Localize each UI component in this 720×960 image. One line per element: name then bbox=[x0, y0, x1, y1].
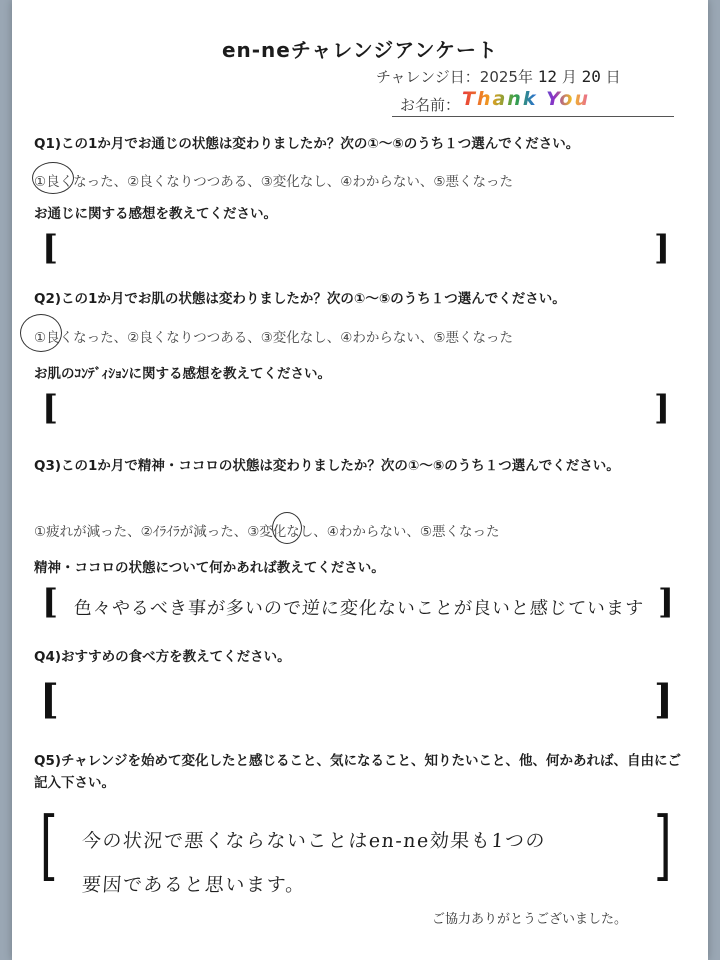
question-3: Q3)この1か月で精神・ココロの状態は変わりましたか？次の①～⑤のうち１つ選んでください。 bbox=[34, 458, 620, 474]
answer-3-open-bracket: [ bbox=[42, 582, 59, 622]
answer-2-close-bracket: ] bbox=[654, 388, 671, 428]
name-label: お名前： bbox=[400, 96, 461, 114]
name-value: Thank You bbox=[462, 88, 590, 110]
answer-2-open-bracket: [ bbox=[42, 388, 59, 428]
challenge-month: 12 bbox=[537, 67, 558, 86]
answer-5-line-1: 今の状況で悪くならないことはen-ne効果も1つの bbox=[81, 830, 547, 852]
survey-sheet bbox=[12, 0, 708, 960]
answer-3: 色々やるべき事が多いので逆に変化ないことが良いと感じています bbox=[73, 598, 645, 619]
question-3-options: ①疲れが減った、②ｲﾗｲﾗが減った、③変化なし、④わからない、⑤悪くなった bbox=[34, 524, 500, 540]
answer-4-open-bracket: [ bbox=[40, 676, 59, 723]
question-3-sub: 精神・ココロの状態について何かあれば教えてください。 bbox=[34, 560, 385, 576]
challenge-month-unit: 月 bbox=[561, 68, 577, 86]
answer-5-line-2: 要因であると思います。 bbox=[81, 874, 307, 896]
selection-circle bbox=[20, 314, 62, 352]
question-1-sub: お通じに関する感想を教えてください。 bbox=[34, 206, 277, 222]
challenge-day: 20 bbox=[581, 67, 601, 86]
question-2: Q2)この1か月でお肌の状態は変わりましたか？次の①～⑤のうち１つ選んでください。 bbox=[34, 291, 566, 307]
footer-thanks: ご協力ありがとうございました。 bbox=[432, 912, 628, 927]
question-4: Q4)おすすめの食べ方を教えてください。 bbox=[34, 649, 291, 665]
question-2-sub: お肌のｺﾝﾃﾞｨｼｮﾝに関する感想を教えてください。 bbox=[34, 366, 331, 382]
answer-1-close-bracket: ] bbox=[654, 228, 671, 268]
question-2-options: ①良くなった、②良くなりつつある、③変化なし、④わからない、⑤悪くなった bbox=[34, 330, 514, 346]
answer-5-open-bracket: [ bbox=[39, 800, 58, 889]
survey-title: en-neチャレンジアンケート bbox=[221, 38, 499, 62]
challenge-day-unit: 日 bbox=[605, 68, 621, 86]
answer-4-close-bracket: ] bbox=[654, 676, 673, 723]
name-field bbox=[392, 88, 674, 117]
question-1-options: ①良くなった、②良くなりつつある、③変化なし、④わからない、⑤悪くなった bbox=[34, 174, 514, 190]
challenge-date-label: チャレンジ日：2025年 bbox=[376, 68, 533, 86]
question-1: Q1)この1か月でお通じの状態は変わりましたか？次の①～⑤のうち１つ選んでください。 bbox=[34, 136, 580, 152]
question-5: Q5)チャレンジを始めて変化したと感じること、気になること、知りたいこと、他、何かあれば、自由にご記入下さい。 bbox=[34, 753, 681, 791]
answer-3-close-bracket: ] bbox=[658, 582, 675, 622]
answer-1-open-bracket: [ bbox=[42, 228, 59, 268]
challenge-date bbox=[376, 66, 621, 87]
answer-5-close-bracket: ] bbox=[653, 800, 672, 889]
selection-circle bbox=[272, 512, 302, 544]
selection-circle bbox=[32, 162, 74, 194]
